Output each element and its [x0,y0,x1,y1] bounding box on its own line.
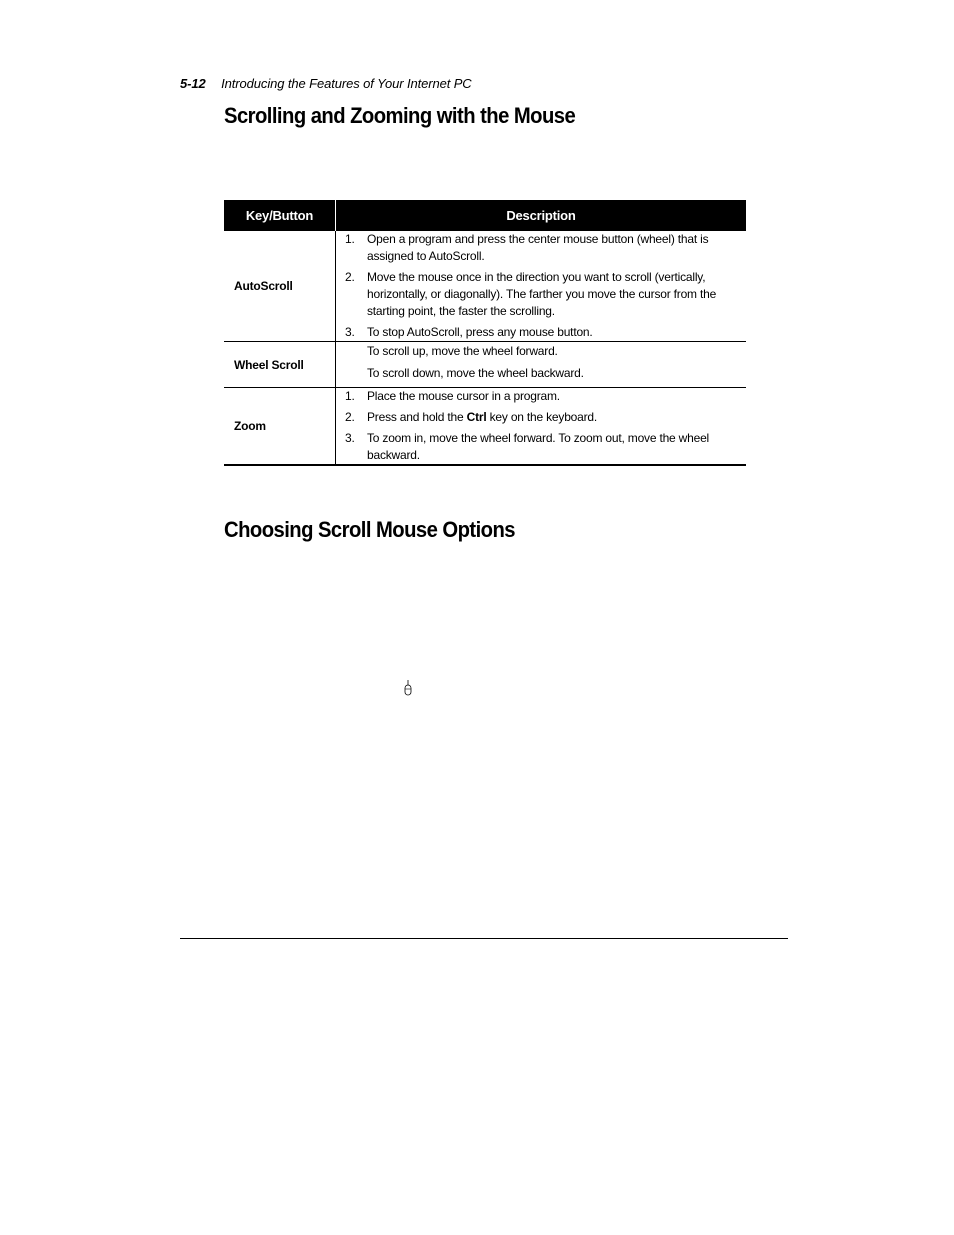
description-cell-wheel-scroll [336,342,747,388]
description-cell-autoscroll [336,231,747,342]
step-text: Place the mouse cursor in a program. [367,389,560,403]
list-item: To scroll down, move the wheel backward. [367,366,584,380]
ctrl-key-label: Ctrl [466,410,487,424]
section-title-scrolling-zooming: Scrolling and Zooming with the Mouse [224,103,576,128]
step-text: Move the mouse once in the direction you want to scroll (vertically, horizontally, or diagonally). The farther you move the cursor from the starting point, the faster the scrolling. [367,270,717,318]
mouse-features-table [224,200,746,466]
table-row-wheel-scroll [224,342,746,388]
step-number: 3. [345,431,355,445]
step-number: 1. [345,389,355,403]
running-head-title: Introducing the Features of Your Internet PC [221,76,472,91]
step-number: 2. [345,410,355,424]
section-title-scroll-mouse-options: Choosing Scroll Mouse Options [224,517,515,542]
mouse-icon [403,680,413,696]
step-text-before: Press and hold the [367,410,467,424]
column-header-key-button: Key/Button [224,200,336,231]
table-header-row [224,200,746,231]
column-header-description: Description [336,200,747,231]
page-number: 5-12 [180,76,206,91]
list-item [336,231,746,265]
key-cell-autoscroll: AutoScroll [224,231,336,342]
step-number: 2. [345,270,355,284]
list-item [336,409,746,426]
key-cell-zoom: Zoom [224,388,336,466]
step-text-after: key on the keyboard. [486,410,598,424]
key-cell-wheel-scroll: Wheel Scroll [224,342,336,388]
table-row-autoscroll [224,231,746,342]
table-row-zoom [224,388,746,466]
description-cell-zoom [336,388,747,466]
list-item [336,388,746,405]
step-number: 3. [345,325,355,339]
step-text: To zoom in, move the wheel forward. To zoom out, move the wheel backward. [367,431,710,462]
list-item [336,430,746,464]
step-number: 1. [345,232,355,246]
list-item [336,324,746,341]
running-head [180,76,472,91]
step-text: Open a program and press the center mouse button (wheel) that is assigned to AutoScroll. [367,232,709,263]
step-text: To stop AutoScroll, press any mouse button. [367,325,593,339]
list-item [336,269,746,320]
footer-rule [180,938,788,939]
list-item: To scroll up, move the wheel forward. [367,344,558,358]
